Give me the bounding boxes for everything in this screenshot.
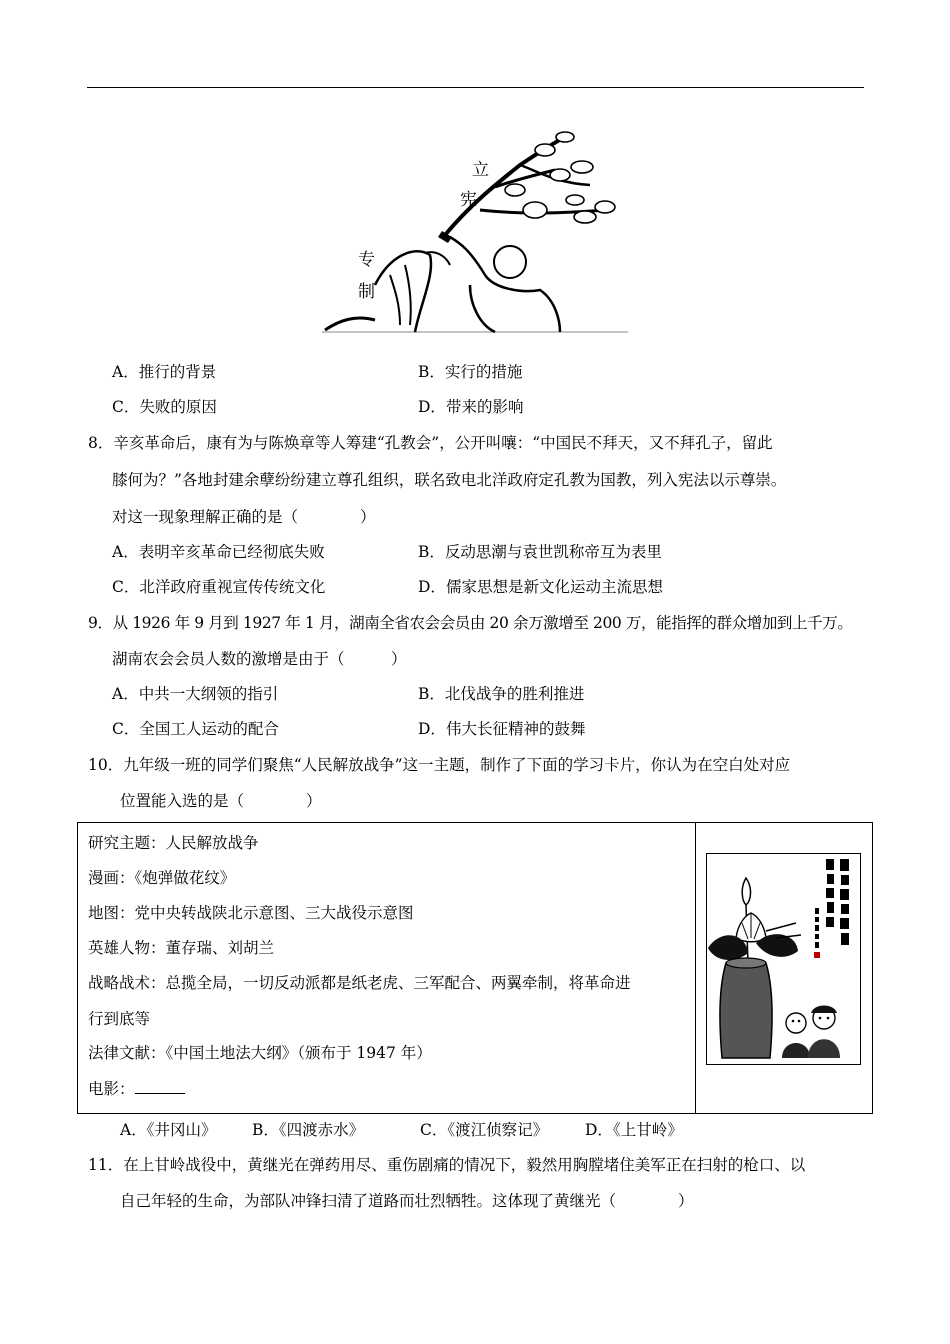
option-letter: C．: [112, 578, 140, 596]
cartoon-label-zhuan: 专: [358, 250, 375, 270]
option-text: 带来的影响: [445, 398, 524, 416]
q10-option-c[interactable]: [420, 1120, 548, 1140]
option-text: 推行的背景: [138, 363, 217, 381]
q8-stem-line-1: [88, 433, 773, 453]
option-text: 表明辛亥革命已经彻底失败: [138, 543, 325, 561]
card-strategy-cont: 行到底等: [88, 1010, 151, 1028]
answer-blank[interactable]: [135, 1079, 185, 1094]
option-letter: C．: [420, 1121, 448, 1139]
ink-painting: [706, 853, 861, 1065]
card-divider: [695, 823, 696, 1113]
question-text: 在上甘岭战役中，黄继光在弹药用尽、重伤剧痛的情况下，毅然用胸膛堵住美军正在扫射的枪口、以: [123, 1156, 806, 1174]
q7-option-c[interactable]: [112, 397, 217, 417]
question-number: 8．: [88, 434, 114, 452]
q10-option-d[interactable]: [585, 1120, 683, 1140]
option-text: 儒家思想是新文化运动主流思想: [445, 578, 663, 596]
card-law: 法律文献：《中国土地法大纲》（颁布于 1947 年）: [88, 1044, 432, 1062]
q9-option-d[interactable]: [418, 719, 585, 739]
q8-stem-line-3: 对这一现象理解正确的是（ ）: [112, 508, 376, 526]
q9-option-b[interactable]: [418, 684, 584, 704]
q10-stem-line-2: 位置能入选的是（ ）: [120, 792, 322, 810]
option-text: 《渡江侦察记》: [447, 1121, 549, 1139]
constitution-cartoon: [320, 125, 630, 335]
option-letter: B．: [252, 1121, 279, 1139]
question-text: 九年级一班的同学们聚焦“人民解放战争”这一主题，制作了下面的学习卡片，你认为在空白处对应: [123, 756, 791, 774]
question-text: 辛亥革命后，康有为与陈焕章等人筹建“孔教会”，公开叫嚷：“中国民不拜天，又不拜孔子，留此: [113, 434, 773, 452]
q7-option-a[interactable]: [112, 362, 216, 382]
option-text: 中共一大纲领的指引: [138, 685, 279, 703]
q7-option-b[interactable]: [418, 362, 522, 382]
option-text: 反动思潮与袁世凯称帝互为表里: [444, 543, 662, 561]
q11-stem-line-1: [88, 1155, 805, 1175]
option-letter: D．: [418, 578, 446, 596]
question-number: 11．: [88, 1156, 124, 1174]
q11-stem-line-2: 自己年轻的生命，为部队冲锋扫清了道路而壮烈牺牲。这体现了黄继光（ ）: [120, 1192, 694, 1210]
question-text: 从 1926 年 9 月到 1927 年 1 月，湖南全省农会会员由 20 余万激增至 200 万，能指挥的群众增加到上千万。: [112, 614, 853, 632]
q9-stem-line-1: [88, 613, 852, 633]
q8-option-d[interactable]: [418, 577, 663, 597]
q8-stem-line-2: 膝何为？”各地封建余孽纷纷建立尊孔组织，联名致电北洋政府定孔教为国教，列入宪法以示尊崇。: [112, 471, 787, 489]
question-number: 10．: [88, 756, 124, 774]
card-cartoon: 漫画：《炮弹做花纹》: [88, 869, 236, 887]
option-letter: A．: [112, 685, 139, 703]
q8-option-a[interactable]: [112, 542, 325, 562]
study-card: [77, 822, 873, 1114]
card-strategy: 战略战术：总揽全局，一切反动派都是纸老虎、三军配合、两翼牵制，将革命进: [88, 974, 631, 992]
header-rule: [87, 87, 864, 88]
q8-option-c[interactable]: [112, 577, 325, 597]
option-letter: C．: [112, 720, 140, 738]
q7-option-d[interactable]: [418, 397, 523, 417]
option-text: 《井冈山》: [146, 1121, 217, 1139]
cartoon-label-xian: 宪: [460, 190, 477, 210]
option-letter: B．: [418, 685, 445, 703]
option-text: 实行的措施: [444, 363, 523, 381]
card-heroes: 英雄人物：董存瑞、刘胡兰: [88, 939, 275, 957]
option-text: 全国工人运动的配合: [139, 720, 279, 738]
card-film: [88, 1079, 185, 1099]
q10-option-b[interactable]: [252, 1120, 364, 1140]
q10-option-a[interactable]: [120, 1120, 216, 1140]
option-letter: A．: [112, 543, 139, 561]
cartoon-label-zhi: 制: [358, 282, 375, 302]
option-text: 伟大长征精神的鼓舞: [445, 720, 586, 738]
question-number: 9．: [88, 614, 113, 632]
card-map: 地图：党中央转战陕北示意图、三大战役示意图: [88, 904, 414, 922]
option-letter: D．: [418, 398, 446, 416]
option-text: 北洋政府重视宣传传统文化: [139, 578, 326, 596]
option-text: 失败的原因: [139, 398, 217, 416]
cartoon-label-li: 立: [472, 160, 489, 180]
q10-stem-line-1: [88, 755, 790, 775]
q9-option-c[interactable]: [112, 719, 279, 739]
option-letter: B．: [418, 363, 445, 381]
option-text: 北伐战争的胜利推进: [444, 685, 585, 703]
option-letter: A．: [120, 1121, 147, 1139]
option-letter: C．: [112, 398, 140, 416]
option-letter: B．: [418, 543, 445, 561]
option-letter: D．: [585, 1121, 613, 1139]
card-topic: 研究主题：人民解放战争: [88, 834, 259, 852]
option-letter: D．: [418, 720, 446, 738]
q8-option-b[interactable]: [418, 542, 662, 562]
option-text: 《四渡赤水》: [278, 1121, 365, 1139]
card-film-label: 电影：: [88, 1080, 135, 1098]
q9-option-a[interactable]: [112, 684, 278, 704]
q9-stem-line-2: 湖南农会会员人数的激增是由于（ ）: [112, 650, 407, 668]
option-letter: A．: [112, 363, 139, 381]
option-text: 《上甘岭》: [612, 1121, 683, 1139]
